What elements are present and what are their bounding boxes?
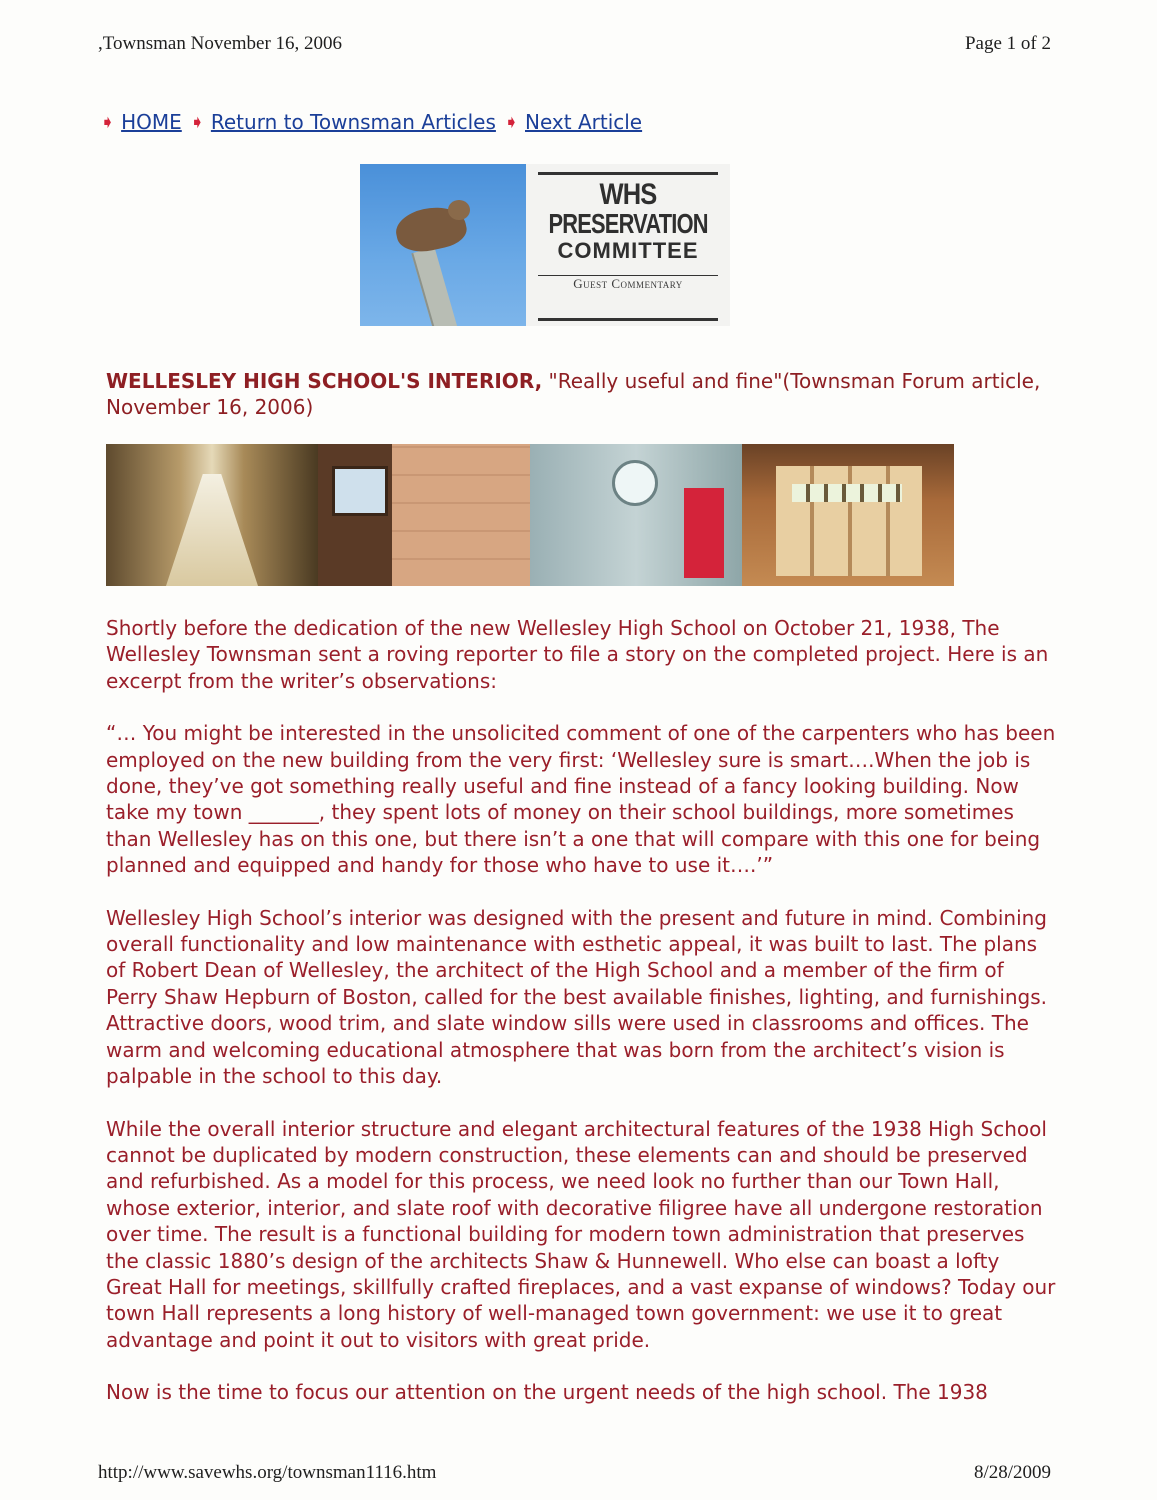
right-arrow-icon: ➧ bbox=[503, 111, 519, 133]
committee-banner bbox=[360, 164, 730, 326]
headline-bold: WELLESLEY HIGH SCHOOL'S INTERIOR, bbox=[106, 369, 543, 393]
hallway-photo bbox=[106, 444, 318, 586]
banner-rule-bottom bbox=[538, 318, 718, 321]
banner-rule-mid bbox=[538, 275, 718, 276]
print-footer bbox=[98, 1462, 1051, 1484]
print-header bbox=[98, 33, 1051, 55]
banner-line-whs: WHS bbox=[599, 178, 657, 211]
banner-line-guest-commentary: Guest Commentary bbox=[573, 276, 683, 291]
right-arrow-icon: ➧ bbox=[100, 111, 116, 133]
print-header-title: ,Townsman November 16, 2006 bbox=[98, 33, 343, 54]
right-arrow-icon: ➧ bbox=[189, 111, 205, 133]
article-body bbox=[106, 615, 1056, 1432]
committee-logo-panel bbox=[526, 164, 730, 326]
bird-on-post-photo bbox=[360, 164, 526, 326]
interior-photo-strip bbox=[106, 444, 954, 586]
paragraph: While the overall interior structure and elegant architectural features of the 1938 High School cannot be duplicated by modern construction, these elements can and should be preserved and refurbished. As a model for this process, we need look no further than our Town Hall, whose exterior, interior, and slate roof with decorative filigree have all undergone restoration over time. The result is a functional building for modern town administration that preserves the classic 1880’s design of the architects Shaw & Hunnewell. Who else can boast a lofty Great Hall for meetings, skillfully crafted fireplaces, and a vast expanse of windows? Today our town Hall represents a long history of well-managed town government: we use it to great advantage and point it out to visitors with great pride. bbox=[106, 1116, 1056, 1352]
print-footer-date: 8/28/2009 bbox=[973, 1462, 1051, 1483]
banner-line-committee: COMMITTEE bbox=[557, 238, 699, 263]
paragraph: Now is the time to focus our attention on the urgent needs of the high school. The 1938 bbox=[106, 1380, 988, 1405]
stairwell-red-door-photo bbox=[530, 444, 742, 586]
next-article-link[interactable]: Next Article bbox=[525, 110, 643, 134]
print-header-page: Page 1 of 2 bbox=[964, 33, 1051, 54]
headline-rest: "Really useful and fine"(Townsman Forum article, November 16, 2006) bbox=[106, 369, 1041, 419]
wooden-doors-photo bbox=[742, 444, 954, 586]
article-nav bbox=[100, 110, 650, 134]
paragraph: Wellesley High School’s interior was designed with the present and future in mind. Combining overall functionality and low maintenance with esthetic appeal, it was built to last. The plans of Robert Dean of Wellesley, the architect of the High School and a member of the firm of Perry Shaw Hepburn of Boston, called for the best available finishes, lighting, and furnishings. Attractive doors, wood trim, and slate window sills were used in classrooms and offices. The warm and welcoming educational atmosphere that was born from the architect’s vision is palpable in the school to this day. bbox=[106, 905, 1048, 1089]
banner-line-preservation: PRESERVATION bbox=[548, 208, 708, 239]
return-to-articles-link[interactable]: Return to Townsman Articles bbox=[210, 110, 496, 134]
post-shape bbox=[411, 247, 464, 326]
bird-head-shape bbox=[448, 200, 470, 220]
banner-rule-top bbox=[538, 172, 718, 175]
paragraph: Shortly before the dedication of the new Wellesley High School on October 21, 1938, The Wellesley Townsman sent a roving reporter to file a story on the completed project. Here is an excerpt from the writer’s observations: bbox=[106, 616, 1049, 693]
article-headline bbox=[106, 368, 1046, 420]
print-footer-url: http://www.savewhs.org/townsman1116.htm bbox=[98, 1462, 437, 1483]
brick-wall-doorway-photo bbox=[318, 444, 530, 586]
home-link[interactable]: HOME bbox=[121, 110, 182, 134]
paragraph: “… You might be interested in the unsolicited comment of one of the carpenters who has been employed on the new building from the very first: ‘Wellesley sure is smart….When the job is done, they’ve got something really useful and fine instead of a fancy looking building. Now take my town _______, they spent lots of money on their school buildings, more sometimes than Wellesley has on this one, but there isn’t a one that will compare with this one for being planned and equipped and handy for those who have to use it….’” bbox=[106, 721, 1056, 878]
